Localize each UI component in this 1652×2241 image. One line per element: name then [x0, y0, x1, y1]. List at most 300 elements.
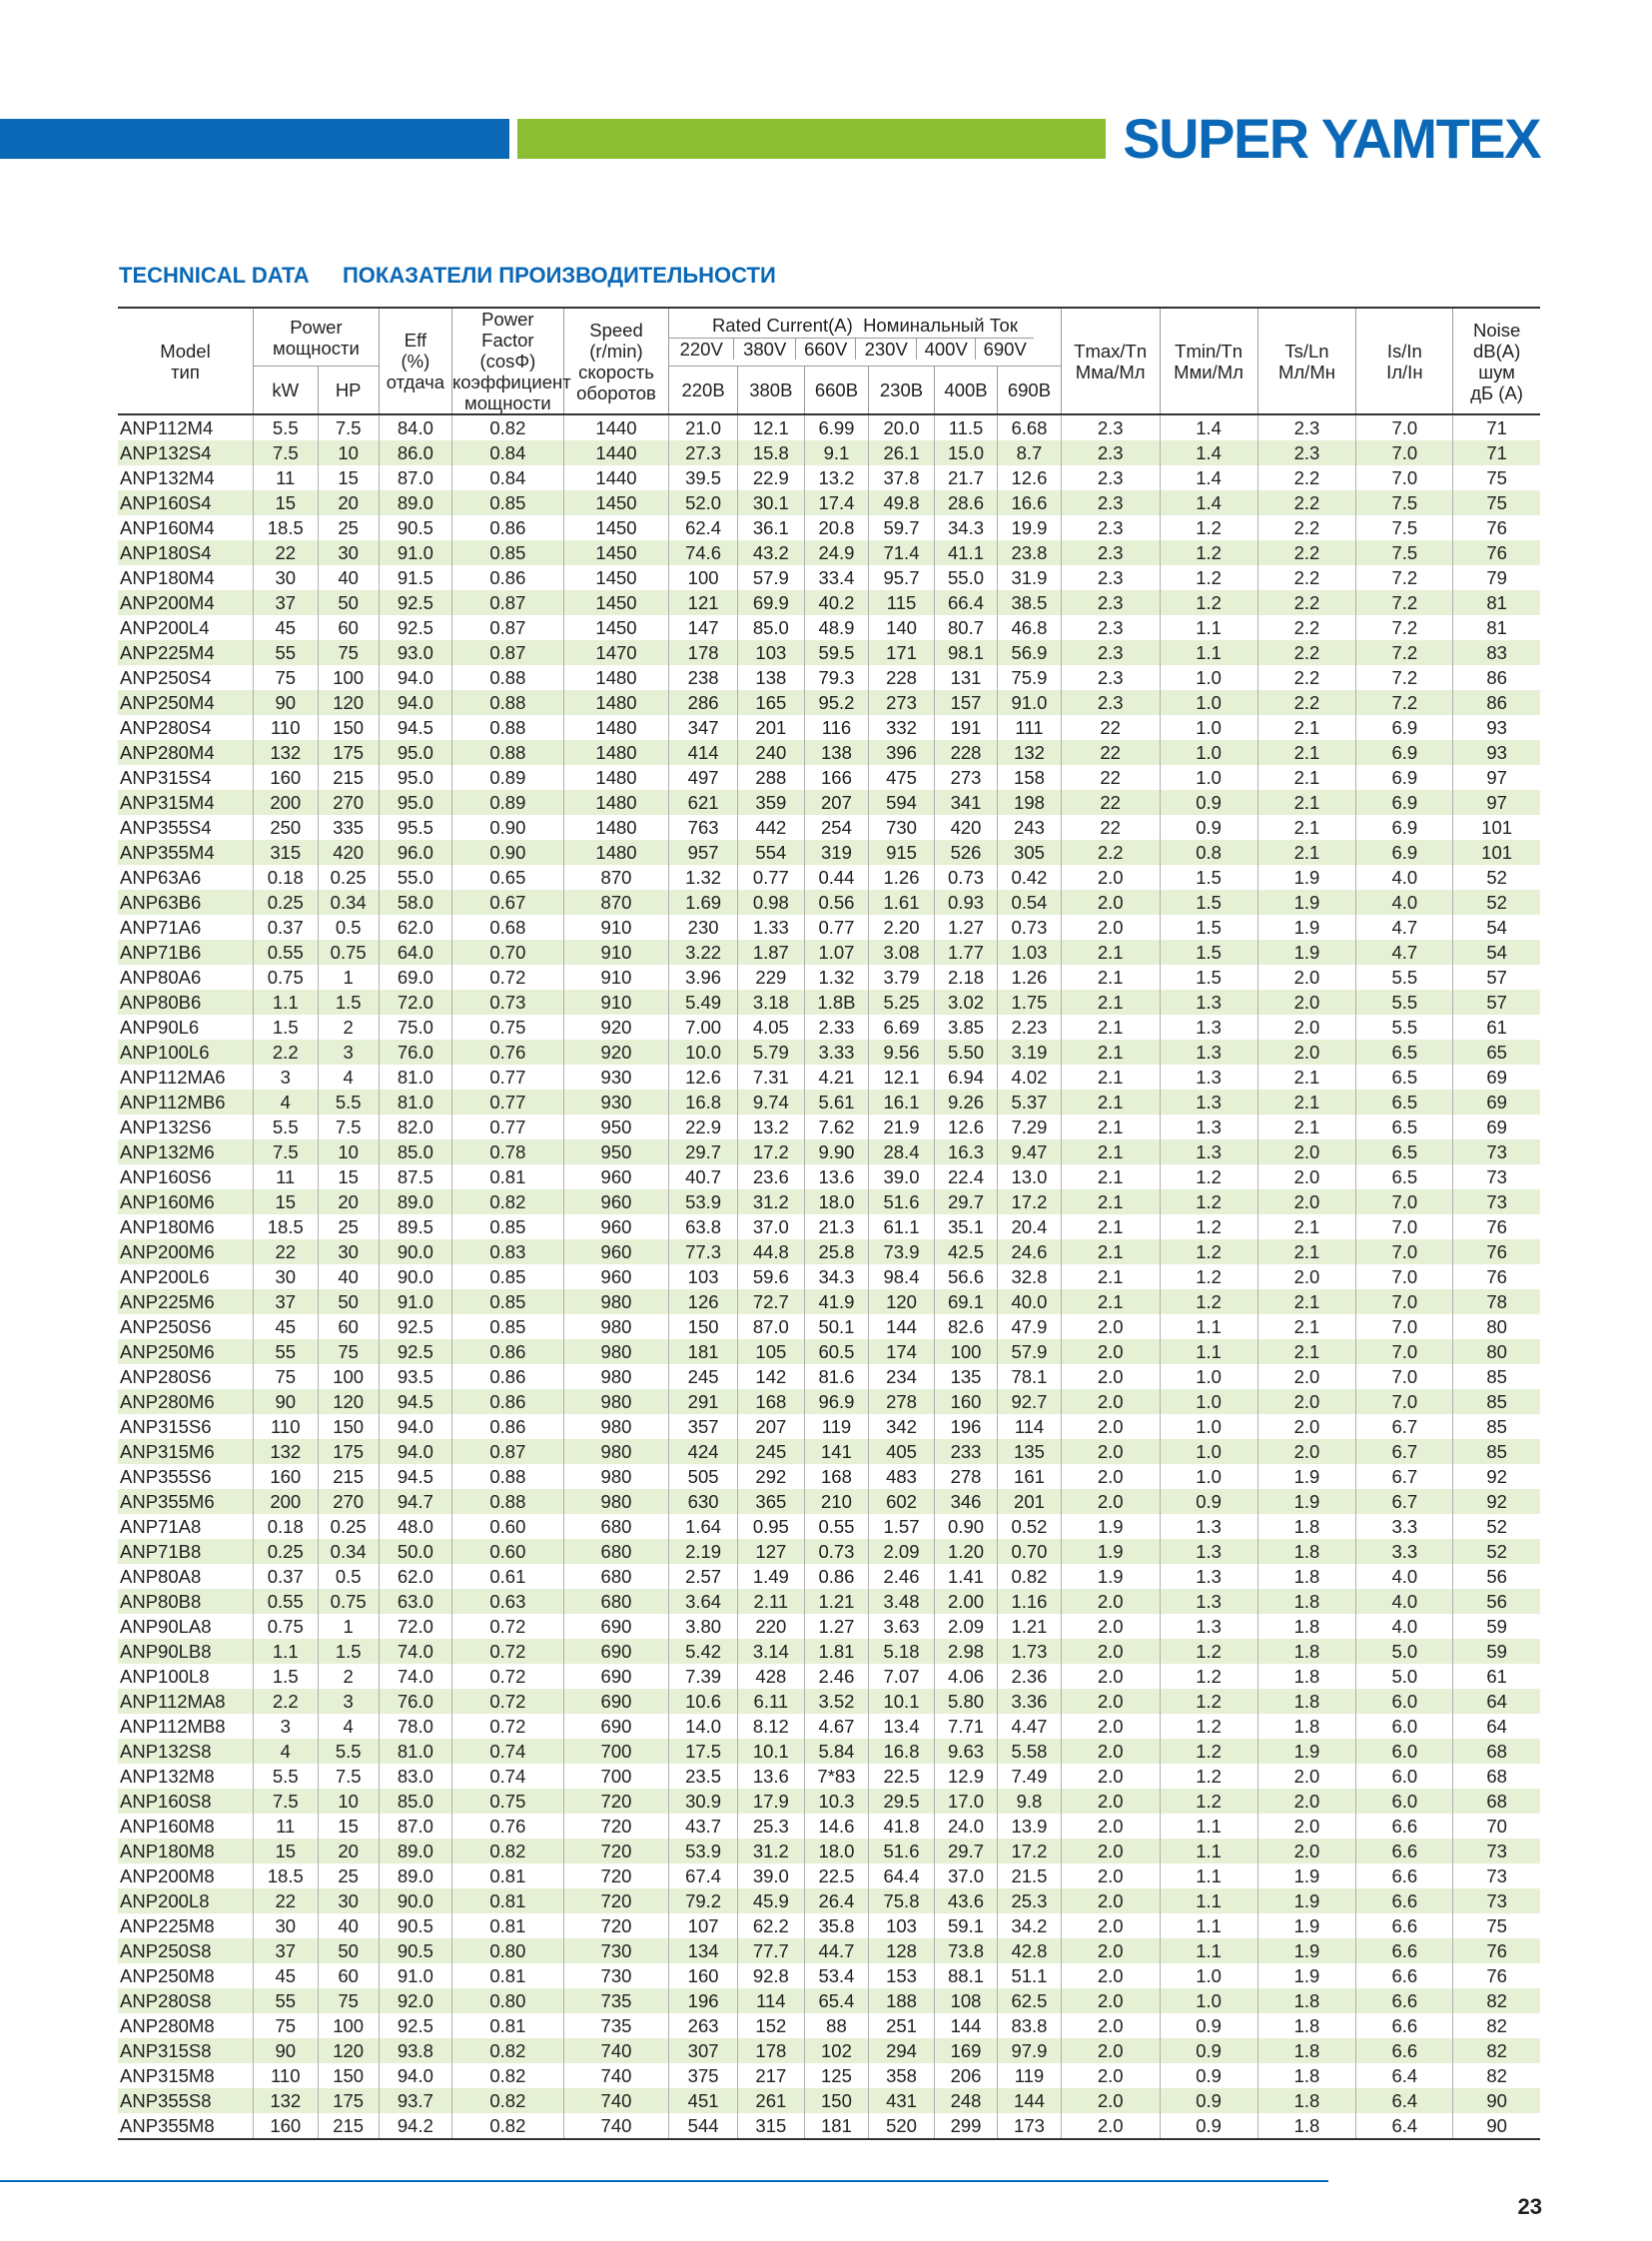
- table-cell: 75: [1453, 490, 1540, 515]
- table-cell: 915: [869, 840, 935, 865]
- table-cell: 6.9: [1356, 815, 1453, 840]
- table-cell: 1.21: [998, 1614, 1061, 1639]
- table-cell: 4.0: [1356, 865, 1453, 890]
- table-cell: 30: [318, 1239, 379, 1264]
- table-cell: 0.86: [451, 515, 563, 540]
- table-cell: 9.47: [998, 1139, 1061, 1164]
- table-cell: 1.2: [1160, 1714, 1257, 1739]
- table-cell: 0.73: [934, 865, 997, 890]
- table-cell: 0.85: [451, 1214, 563, 1239]
- table-cell: 7.5: [254, 1139, 319, 1164]
- table-cell: 1.8: [1257, 1514, 1356, 1539]
- table-cell: 80.7: [934, 615, 997, 640]
- table-cell: 2.0: [1257, 965, 1356, 990]
- table-cell: 74.0: [379, 1639, 451, 1664]
- table-cell: 2.0: [1257, 1139, 1356, 1164]
- table-cell: 93.7: [379, 2088, 451, 2113]
- table-cell: 7.2: [1356, 615, 1453, 640]
- table-cell: 37.8: [869, 465, 935, 490]
- table-cell: 602: [869, 1489, 935, 1514]
- table-cell: 2.18: [934, 965, 997, 990]
- table-cell: 153: [869, 1963, 935, 1988]
- table-cell: 2.1: [1061, 1189, 1160, 1214]
- table-cell: 5.49: [669, 990, 738, 1015]
- table-cell: 980: [563, 1414, 668, 1439]
- table-cell: 7.2: [1356, 590, 1453, 615]
- table-cell: 82: [1453, 1988, 1540, 2013]
- table-cell: 0.73: [451, 990, 563, 1015]
- table-cell: 1.8: [1257, 1589, 1356, 1614]
- table-cell: 90.0: [379, 1239, 451, 1264]
- table-cell: 342: [869, 1414, 935, 1439]
- table-cell: 950: [563, 1139, 668, 1164]
- table-cell: 13.6: [804, 1164, 869, 1189]
- table-cell: 1.2: [1160, 1739, 1257, 1764]
- table-cell: 2.2: [1257, 490, 1356, 515]
- table-cell: 7.0: [1356, 1314, 1453, 1339]
- table-cell: 92.5: [379, 590, 451, 615]
- table-cell: 1.2: [1160, 590, 1257, 615]
- table-cell: 7.2: [1356, 690, 1453, 715]
- table-cell: 28.4: [869, 1139, 935, 1164]
- table-cell: 0.85: [451, 1314, 563, 1339]
- table-cell: 278: [869, 1389, 935, 1414]
- table-cell: 0.25: [254, 1539, 319, 1564]
- table-cell: 1.5: [1160, 865, 1257, 890]
- table-cell: 2.0: [1061, 2063, 1160, 2088]
- table-cell: 96.0: [379, 840, 451, 865]
- table-cell: 0.86: [804, 1564, 869, 1589]
- table-cell: 3.08: [869, 940, 935, 965]
- table-cell: 22: [1061, 765, 1160, 790]
- table-cell: 46.8: [998, 615, 1061, 640]
- table-cell: 17.2: [998, 1839, 1061, 1864]
- table-cell: 2.2: [1257, 540, 1356, 565]
- table-cell: 69: [1486, 1067, 1507, 1088]
- table-cell: 13.2: [804, 465, 869, 490]
- table-cell: 2.1: [1061, 940, 1160, 965]
- table-cell: 0.85: [451, 1264, 563, 1289]
- table-cell: 3.33: [804, 1040, 869, 1065]
- table-cell: 1.2: [1160, 1789, 1257, 1814]
- table-cell: 1.0: [1160, 1963, 1257, 1988]
- table-cell: 60: [318, 615, 379, 640]
- model-cell: ANP160S4: [118, 490, 254, 515]
- table-cell: 0.65: [451, 865, 563, 890]
- model-cell: ANP225M8: [118, 1913, 254, 1938]
- table-cell: 79.2: [669, 1888, 738, 1913]
- table-row: [118, 1539, 1540, 1564]
- table-cell: 1.07: [804, 940, 869, 965]
- table-cell: 332: [869, 715, 935, 740]
- table-cell: 299: [934, 2113, 997, 2139]
- table-row: [118, 590, 1540, 615]
- table-cell: 161: [998, 1464, 1061, 1489]
- table-cell: 2.0: [1061, 1389, 1160, 1414]
- table-cell: 2.2: [1257, 565, 1356, 590]
- table-cell: 2: [318, 1664, 379, 1689]
- model-cell: ANP132M8: [118, 1764, 254, 1789]
- table-cell: 2.0: [1061, 1938, 1160, 1963]
- table-cell: 58.0: [379, 890, 451, 915]
- table-cell: 292: [738, 1464, 805, 1489]
- table-cell: 0.75: [451, 1015, 563, 1040]
- table-cell: 7.5: [254, 440, 319, 465]
- table-row: [118, 1888, 1540, 1913]
- model-cell: ANP71B6: [118, 940, 254, 965]
- table-cell: 0.70: [998, 1539, 1061, 1564]
- table-cell: 10: [318, 1139, 379, 1164]
- technical-data-table: [118, 307, 1540, 2140]
- header-tmax: Tmax/Tn Мма/Мл: [1061, 308, 1160, 414]
- table-cell: 158: [998, 765, 1061, 790]
- table-cell: 72.0: [379, 1614, 451, 1639]
- model-cell: ANP315S6: [118, 1414, 254, 1439]
- table-cell: 10.1: [738, 1739, 805, 1764]
- table-cell: 2.1: [1061, 1065, 1160, 1090]
- model-cell: ANP200M4: [118, 590, 254, 615]
- table-cell: 90.5: [379, 1938, 451, 1963]
- table-cell: 1480: [563, 690, 668, 715]
- table-cell: 59: [1453, 1639, 1540, 1664]
- table-cell: 6.68: [998, 414, 1061, 440]
- table-cell: 2.46: [869, 1564, 935, 1589]
- table-cell: 5.0: [1356, 1639, 1453, 1664]
- table-cell: 1.9: [1257, 1864, 1356, 1888]
- table-cell: 2.0: [1257, 1789, 1356, 1814]
- table-cell: 294: [869, 2038, 935, 2063]
- table-cell: 980: [563, 1339, 668, 1364]
- table-cell: 57: [1453, 990, 1540, 1015]
- table-cell: 1.5: [1160, 965, 1257, 990]
- model-cell: ANP160M4: [118, 515, 254, 540]
- table-cell: 0.82: [451, 414, 563, 440]
- table-cell: 7.31: [738, 1065, 805, 1090]
- model-cell: ANP280S6: [118, 1364, 254, 1389]
- table-cell: 76.0: [379, 1040, 451, 1065]
- table-cell: 15: [254, 1189, 319, 1214]
- voltage-label: 230V: [855, 338, 916, 360]
- table-cell: 273: [869, 690, 935, 715]
- table-cell: 12.6: [934, 1115, 997, 1139]
- table-cell: 2.0: [1061, 1714, 1160, 1739]
- table-cell: 100: [318, 665, 379, 690]
- table-cell: 307: [669, 2038, 738, 2063]
- table-cell: 2.0: [1061, 1314, 1160, 1339]
- table-cell: 0.80: [451, 1938, 563, 1963]
- table-cell: 5.5: [318, 1090, 379, 1115]
- table-cell: 15: [318, 1814, 379, 1839]
- table-cell: 55.0: [379, 865, 451, 890]
- table-cell: 215: [318, 2113, 379, 2139]
- table-row: [118, 665, 1540, 690]
- table-cell: 4: [254, 1739, 319, 1764]
- table-cell: 173: [998, 2113, 1061, 2139]
- table-cell: 2.09: [869, 1539, 935, 1564]
- table-row: [118, 965, 1540, 990]
- table-cell: 7.0: [1356, 1189, 1453, 1214]
- table-cell: 1.9: [1061, 1514, 1160, 1539]
- table-cell: 3.52: [804, 1689, 869, 1714]
- table-cell: 8.7: [998, 440, 1061, 465]
- model-cell: ANP355S6: [118, 1464, 254, 1489]
- table-cell: 0.54: [998, 890, 1061, 915]
- table-cell: 69: [1486, 1117, 1507, 1137]
- table-cell: 270: [318, 790, 379, 815]
- table-cell: 92.5: [379, 1339, 451, 1364]
- table-cell: 0.9: [1160, 2038, 1257, 2063]
- table-cell: 431: [869, 2088, 935, 2113]
- table-row: [118, 1464, 1540, 1489]
- table-cell: 60: [318, 1963, 379, 1988]
- table-cell: 84.0: [379, 414, 451, 440]
- header-voltage-220: 220В: [669, 367, 738, 414]
- table-cell: 1.27: [804, 1614, 869, 1639]
- table-cell: 0.9: [1160, 2113, 1257, 2139]
- table-cell: 114: [738, 1988, 805, 2013]
- table-cell: 6.69: [869, 1015, 935, 1040]
- table-cell: 196: [669, 1988, 738, 2013]
- table-cell: 10: [318, 440, 379, 465]
- table-cell: 16.3: [934, 1139, 997, 1164]
- table-cell: 48.0: [379, 1514, 451, 1539]
- table-cell: 140: [869, 615, 935, 640]
- table-cell: 90: [1453, 2088, 1540, 2113]
- table-cell: 2.1: [1061, 1040, 1160, 1065]
- table-cell: 53.9: [669, 1189, 738, 1214]
- table-cell: 171: [869, 640, 935, 665]
- table-row: [118, 765, 1540, 790]
- table-cell: 66.4: [934, 590, 997, 615]
- table-cell: 0.87: [451, 640, 563, 665]
- table-cell: 1.26: [869, 865, 935, 890]
- header-voltage-690: 690В: [998, 367, 1061, 414]
- table-cell: 2.00: [934, 1589, 997, 1614]
- table-cell: 4: [318, 1065, 379, 1090]
- table-cell: 1.1: [1160, 615, 1257, 640]
- table-cell: 2.1: [1257, 765, 1356, 790]
- table-cell: 25: [318, 1864, 379, 1888]
- table-cell: 78.1: [998, 1364, 1061, 1389]
- table-cell: 21.7: [934, 465, 997, 490]
- table-row: [118, 1714, 1540, 1739]
- table-cell: 1.21: [804, 1589, 869, 1614]
- table-cell: 22: [254, 540, 319, 565]
- table-cell: 6.6: [1356, 1839, 1453, 1864]
- table-cell: 210: [804, 1489, 869, 1514]
- table-cell: 870: [563, 865, 668, 890]
- table-cell: 6.6: [1356, 1938, 1453, 1963]
- table-cell: 1.5: [318, 990, 379, 1015]
- table-cell: 1.61: [869, 890, 935, 915]
- table-cell: 0.8: [1160, 840, 1257, 865]
- model-cell: ANP63B6: [118, 890, 254, 915]
- table-cell: 75.9: [998, 665, 1061, 690]
- table-cell: 116: [804, 715, 869, 740]
- table-cell: 93: [1486, 717, 1507, 738]
- table-cell: 2.0: [1061, 2113, 1160, 2139]
- table-cell: 7.0: [1356, 414, 1453, 440]
- table-cell: 59.5: [804, 640, 869, 665]
- table-cell: 0.98: [738, 890, 805, 915]
- table-cell: 100: [669, 565, 738, 590]
- table-cell: 13.4: [869, 1714, 935, 1739]
- table-cell: 81: [1453, 590, 1540, 615]
- table-cell: 73: [1486, 1166, 1507, 1187]
- table-cell: 150: [318, 1414, 379, 1439]
- table-cell: 92: [1453, 1489, 1540, 1514]
- table-cell: 2.11: [738, 1589, 805, 1614]
- table-cell: 91.0: [379, 1963, 451, 1988]
- table-cell: 0.60: [451, 1514, 563, 1539]
- table-cell: 73: [1453, 1139, 1540, 1164]
- table-cell: 25.3: [738, 1814, 805, 1839]
- table-cell: 0.75: [451, 1789, 563, 1814]
- table-cell: 200: [254, 790, 319, 815]
- table-cell: 2.0: [1061, 2088, 1160, 2113]
- model-cell: ANP200M6: [118, 1239, 254, 1264]
- table-cell: 0.55: [254, 1589, 319, 1614]
- table-cell: 50: [318, 1289, 379, 1314]
- table-cell: 960: [563, 1239, 668, 1264]
- table-cell: 111: [998, 715, 1061, 740]
- table-cell: 10.3: [804, 1789, 869, 1814]
- table-cell: 0.83: [451, 1239, 563, 1264]
- table-cell: 680: [563, 1514, 668, 1539]
- table-cell: 1.1: [1160, 1913, 1257, 1938]
- table-cell: 4.0: [1356, 1589, 1453, 1614]
- table-row: [118, 1314, 1540, 1339]
- header-blue-bar: [0, 119, 509, 159]
- table-cell: 2.1: [1061, 965, 1160, 990]
- table-cell: 94.0: [379, 1439, 451, 1464]
- model-cell: ANP355S8: [118, 2088, 254, 2113]
- table-cell: 95.0: [379, 765, 451, 790]
- table-row: [118, 1139, 1540, 1164]
- table-cell: 97.9: [998, 2038, 1061, 2063]
- table-cell: 50: [318, 1938, 379, 1963]
- table-row: [118, 1164, 1540, 1189]
- model-cell: ANP355S4: [118, 815, 254, 840]
- table-cell: 680: [563, 1539, 668, 1564]
- table-cell: 930: [563, 1065, 668, 1090]
- table-cell: 17.0: [934, 1789, 997, 1814]
- table-cell: 3.85: [934, 1015, 997, 1040]
- header-tmin: Tmin/Tn Мми/Мл: [1160, 308, 1257, 414]
- table-cell: 13.6: [738, 1764, 805, 1789]
- table-cell: 93.8: [379, 2038, 451, 2063]
- table-cell: 2.0: [1061, 1339, 1160, 1364]
- table-cell: 12.1: [869, 1065, 935, 1090]
- table-cell: 7.0: [1356, 1289, 1453, 1314]
- table-cell: 1.5: [1160, 915, 1257, 940]
- table-cell: 4.0: [1356, 1564, 1453, 1589]
- table-cell: 1.69: [669, 890, 738, 915]
- table-cell: 2.09: [934, 1614, 997, 1639]
- table-cell: 50.1: [804, 1314, 869, 1339]
- model-cell: ANP132M6: [118, 1139, 254, 1164]
- table-cell: 8.12: [738, 1714, 805, 1739]
- table-row: [118, 815, 1540, 840]
- table-cell: 61: [1486, 1017, 1507, 1038]
- table-cell: 1.32: [804, 965, 869, 990]
- table-cell: 1.3: [1160, 1015, 1257, 1040]
- table-cell: 5.18: [869, 1639, 935, 1664]
- table-cell: 7.62: [804, 1115, 869, 1139]
- table-cell: 39.0: [738, 1864, 805, 1888]
- table-cell: 90.0: [379, 1264, 451, 1289]
- table-cell: 1.8: [1257, 1689, 1356, 1714]
- table-cell: 2.98: [934, 1639, 997, 1664]
- table-cell: 5.5: [1356, 990, 1453, 1015]
- table-cell: 29.5: [869, 1789, 935, 1814]
- table-cell: 7.5: [318, 414, 379, 440]
- table-cell: 2.0: [1061, 2038, 1160, 2063]
- table-cell: 48.9: [804, 615, 869, 640]
- table-cell: 28.6: [934, 490, 997, 515]
- table-cell: 261: [738, 2088, 805, 2113]
- table-cell: 2.1: [1257, 840, 1356, 865]
- table-cell: 62.2: [738, 1913, 805, 1938]
- header-eff: Eff (%) отдача: [379, 308, 451, 414]
- table-cell: 76.0: [379, 1689, 451, 1714]
- table-cell: 910: [563, 940, 668, 965]
- table-cell: 29.7: [669, 1139, 738, 1164]
- table-cell: 1.5: [254, 1015, 319, 1040]
- table-cell: 121: [669, 590, 738, 615]
- table-cell: 45: [254, 1963, 319, 1988]
- model-cell: ANP280S4: [118, 715, 254, 740]
- table-cell: 69.0: [379, 965, 451, 990]
- table-cell: 90.5: [379, 1913, 451, 1938]
- table-cell: 23.5: [669, 1764, 738, 1789]
- table-cell: 1.2: [1160, 1289, 1257, 1314]
- table-cell: 1.1: [1160, 1864, 1257, 1888]
- table-cell: 1.03: [998, 940, 1061, 965]
- table-cell: 505: [669, 1464, 738, 1489]
- table-cell: 15.0: [934, 440, 997, 465]
- table-cell: 319: [804, 840, 869, 865]
- table-cell: 690: [563, 1714, 668, 1739]
- table-cell: 93.5: [379, 1364, 451, 1389]
- table-cell: 94.5: [379, 1389, 451, 1414]
- table-cell: 238: [669, 665, 738, 690]
- table-cell: 7.2: [1356, 565, 1453, 590]
- model-cell: ANP250S6: [118, 1314, 254, 1339]
- table-cell: 85: [1453, 1439, 1540, 1464]
- table-cell: 2.1: [1061, 990, 1160, 1015]
- table-cell: 6.4: [1356, 2063, 1453, 2088]
- table-cell: 6.0: [1356, 1764, 1453, 1789]
- table-cell: 2.3: [1061, 515, 1160, 540]
- table-row: [118, 1214, 1540, 1239]
- table-cell: 1.0: [1160, 1464, 1257, 1489]
- table-cell: 3.79: [869, 965, 935, 990]
- table-cell: 144: [869, 1314, 935, 1339]
- table-row: [118, 1864, 1540, 1888]
- table-cell: 0.82: [451, 2113, 563, 2139]
- table-cell: 5.5: [1356, 965, 1453, 990]
- table-cell: 0.56: [804, 890, 869, 915]
- table-cell: 690: [563, 1664, 668, 1689]
- table-cell: 9.90: [804, 1139, 869, 1164]
- table-cell: 2.1: [1257, 790, 1356, 815]
- table-cell: 7.39: [669, 1664, 738, 1689]
- table-cell: 150: [318, 715, 379, 740]
- table-cell: 79.3: [804, 665, 869, 690]
- model-cell: ANP280M8: [118, 2013, 254, 2038]
- table-cell: 1.1: [1160, 1938, 1257, 1963]
